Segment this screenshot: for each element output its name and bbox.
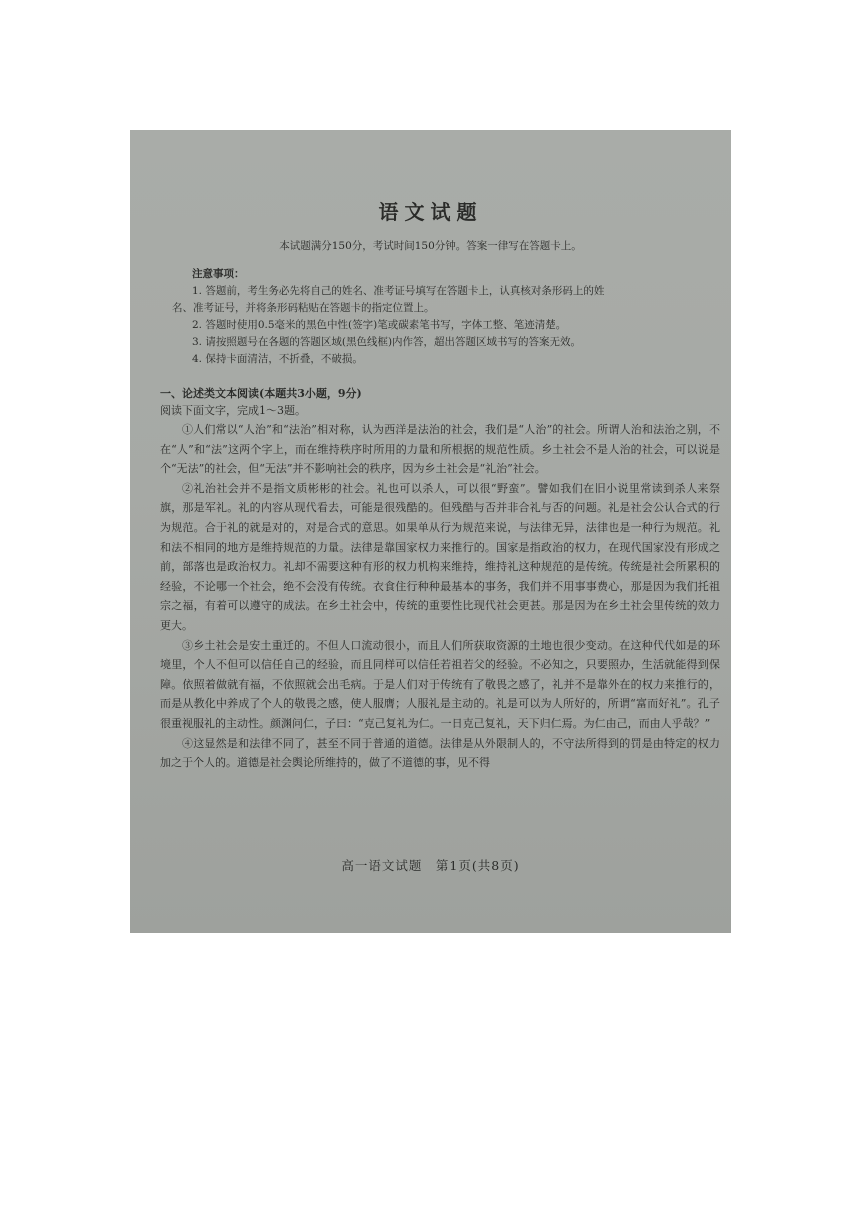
exam-paper	[130, 130, 731, 933]
exam-title: 语文试题	[378, 200, 483, 224]
notice-heading: 注意事项：	[192, 268, 245, 280]
notice-block	[172, 266, 672, 368]
page-footer: 高一语文试题 第1页(共8页)	[341, 858, 520, 873]
reading-instruction: 阅读下面文字，完成1～3题。	[160, 404, 306, 417]
passage-paragraph: ④这显然是和法律不同了，甚至不同于普通的道德。法律是从外限制人的，不守法所得到的罚是由特定的权力加之于个人的。道德是社会舆论所维持的，做了不道德的事，见不得	[160, 736, 720, 770]
passage-paragraph: ①人们常以“人治”和“法治”相对称，认为西洋是法治的社会，我们是“人治”的社会。所谓人治和法治之别，不在“人”和“法”这两个字上，而在维持秩序时所用的力量和所根据的规范性质。乡土社会不是人治的社会，可以说是个“无法”的社会，但“无法”并不影响社会的秩序，因为乡土社会是“礼治”社会。	[160, 423, 720, 476]
scanned-exam-page-photo	[130, 130, 731, 933]
section-title: 一、论述类文本阅读(本题共3小题，9分)	[160, 387, 362, 400]
reading-passage	[160, 420, 720, 773]
notice-item: 2. 答题时使用0.5毫米的黑色中性(签字)笔或碳素笔书写，字体工整、笔迹清楚。	[192, 319, 567, 331]
notice-item: 3. 请按照题号在各题的答题区域(黑色线框)内作答，超出答题区域书写的答案无效。	[192, 336, 582, 348]
notice-item: 名、准考证号，并将条形码粘贴在答题卡的指定位置上。	[172, 302, 435, 314]
notice-item: 4. 保持卡面清洁，不折叠，不破损。	[192, 353, 363, 365]
passage-paragraph: ②礼治社会并不是指文质彬彬的社会。礼也可以杀人，可以很“野蛮”。譬如我们在旧小说里常读到杀人来祭旗，那是军礼。礼的内容从现代看去，可能是很残酷的。但残酷与否并非合礼与否的问题。礼是社会公认合式的行为规范。合于礼的就是对的，对是合式的意思。如果单从行为规范来说，与法律无异，法律也是一种行为规范。礼和法不相同的地方是维持规范的力量。法律是靠国家权力来推行的。国家是指政治的权力，在现代国家没有形成之前，部落也是政治权力。礼却不需要这种有形的权力机构来维持，维持礼这种规范的是传统。传统是社会所累积的经验，不论哪一个社会，绝不会没有传统。衣食住行种种最基本的事务，我们并不用事事费心，那是因为我们托祖宗之福，有着可以遵守的成法。在乡土社会中，传统的重要性比现代社会更甚。那是因为在乡土社会里传统的效力更大。	[160, 481, 720, 632]
passage-paragraph: ③乡土社会是安土重迁的。不但人口流动很小，而且人们所获取资源的土地也很少变动。在这种代代如是的环境里，个人不但可以信任自己的经验，而且同样可以信任若祖若父的经验。不必知之，只要照办，生活就能得到保障。依照着做就有福，不依照就会出毛病。于是人们对于传统有了敬畏之感了，礼并不是靠外在的权力来推行的，而是从教化中养成了个人的敬畏之感，使人服膺；人服礼是主动的。礼是可以为人所好的，所谓“富而好礼”。孔子很重视服礼的主动性。颜渊问仁，子曰：“克己复礼为仁。一日克己复礼，天下归仁焉。为仁由己，而由人乎哉？”	[160, 638, 720, 730]
notice-item: 1. 答题前，考生务必先将自己的姓名、准考证号填写在答题卡上，认真核对条形码上的姓	[192, 285, 605, 297]
exam-subtitle: 本试题满分150分，考试时间150分钟。答案一律写在答题卡上。	[279, 240, 582, 252]
